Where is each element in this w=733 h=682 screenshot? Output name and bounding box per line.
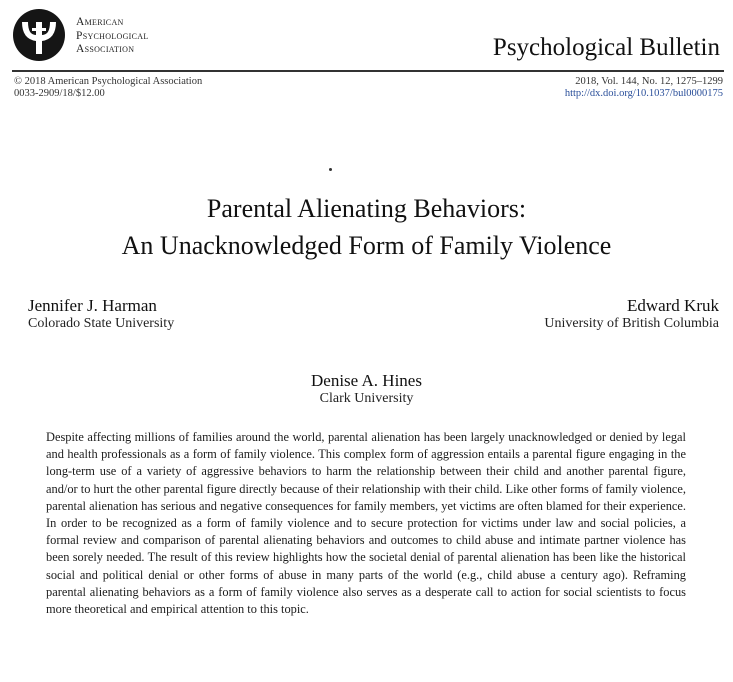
author-hines: [0, 372, 733, 408]
publication-info-left: [14, 76, 202, 100]
publisher-name-line: Psychological: [76, 29, 149, 42]
publisher-name-line: Association: [76, 43, 135, 55]
author-affiliation: Colorado State University: [28, 316, 175, 331]
issn-price: 0033-2909/18/$12.00: [14, 88, 105, 99]
citation-line: 2018, Vol. 144, No. 12, 1275–1299: [575, 76, 723, 87]
article-title: [0, 190, 733, 264]
publisher-name-line: American: [76, 16, 124, 28]
abstract-text: Despite affecting millions of families around the world, parental alienation has been largely unacknowledged or denied by legal and health professionals as a form of family violence. This complex form of aggression entails a parental figure engaging in the long-term use of a variety of aggressive behaviors to harm the relationship between their child and another parental figure, and/or to hurt the other parental figure directly because of their relationship with their child. Like other forms of family violence, parental alienation has serious and negative consequences for family members, yet victims are often blamed for their experience. In order to be recognized as a form of family violence and to secure protection for victims under law and social policies, a formal review and comparison of parental alienating behaviors and outcomes to child abuse and intimate partner violence has been sorely needed. The result of this review highlights how the societal denial of parental alienation has been like the historical social and political denial or other forms of abuse in many parts of the world (e.g., child abuse a century ago). Reframing parental alienating behaviors as a form of family violence also serves as a desperate call to action for social scientists to focus more theoretical and empirical attention to this topic.: [46, 430, 686, 617]
journal-header: [12, 8, 724, 66]
copyright-line: © 2018 American Psychological Association: [14, 76, 203, 87]
header-divider: [12, 70, 724, 72]
author-affiliation: Clark University: [319, 391, 414, 406]
author-name: Jennifer J. Harman: [28, 296, 157, 315]
article-title-line: Parental Alienating Behaviors:: [206, 194, 527, 223]
journal-title: Psychological Bulletin: [492, 34, 720, 61]
article-title-line: An Unacknowledged Form of Family Violence: [121, 231, 612, 260]
stray-dot: [329, 168, 332, 171]
doi-link[interactable]: http://dx.doi.org/10.1037/bul0000175: [564, 88, 723, 99]
publication-info-right: [565, 76, 723, 100]
publisher-name: [76, 16, 149, 57]
author-name: Denise A. Hines: [311, 371, 422, 390]
author-kruk: [544, 297, 719, 333]
author-harman: [28, 297, 174, 333]
abstract: [46, 429, 686, 618]
apa-logo-icon: [12, 8, 66, 62]
author-affiliation: University of British Columbia: [544, 316, 719, 331]
author-name: Edward Kruk: [626, 296, 719, 315]
